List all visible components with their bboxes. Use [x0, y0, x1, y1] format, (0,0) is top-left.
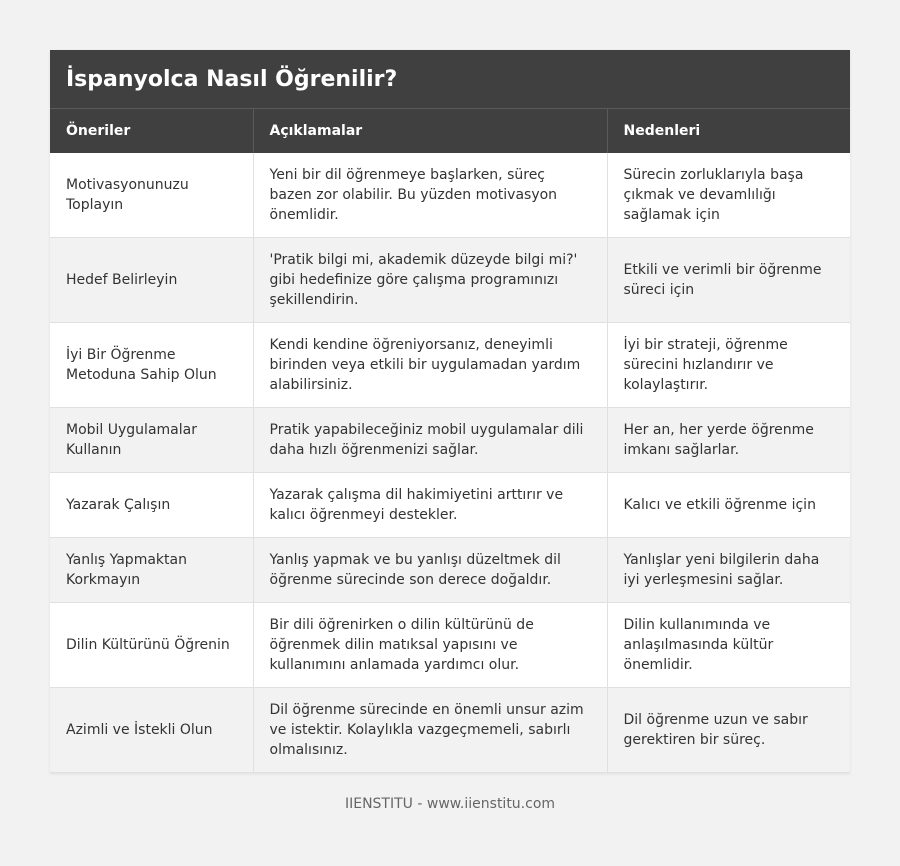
cell-recommendation: İyi Bir Öğrenme Metoduna Sahip Olun: [50, 323, 253, 408]
cell-description: Kendi kendine öğreniyorsanız, deneyimli birinden veya etkili bir uygulamadan yardım alabilirsiniz.: [253, 323, 607, 408]
cell-description: Bir dili öğrenirken o dilin kültürünü de öğrenmek dilin matıksal yapısını ve kullanımını anlamada yardımcı olur.: [253, 603, 607, 688]
cell-recommendation: Hedef Belirleyin: [50, 238, 253, 323]
table-row: [50, 238, 850, 323]
cell-description: Yanlış yapmak ve bu yanlışı düzeltmek dil öğrenme sürecinde son derece doğaldır.: [253, 538, 607, 603]
cell-reason: Etkili ve verimli bir öğrenme süreci için: [607, 238, 850, 323]
table-header-row: [50, 109, 850, 154]
cell-recommendation: Azimli ve İstekli Olun: [50, 688, 253, 773]
table-row: [50, 473, 850, 538]
cell-description: Yazarak çalışma dil hakimiyetini arttırır ve kalıcı öğrenmeyi destekler.: [253, 473, 607, 538]
cell-reason: Yanlışlar yeni bilgilerin daha iyi yerleşmesini sağlar.: [607, 538, 850, 603]
table-row: [50, 408, 850, 473]
cell-recommendation: Dilin Kültürünü Öğrenin: [50, 603, 253, 688]
table-row: [50, 153, 850, 238]
cell-recommendation: Yanlış Yapmaktan Korkmayın: [50, 538, 253, 603]
cell-description: Pratik yapabileceğiniz mobil uygulamalar dili daha hızlı öğrenmenizi sağlar.: [253, 408, 607, 473]
table-card: [50, 50, 850, 773]
cell-reason: İyi bir strateji, öğrenme sürecini hızlandırır ve kolaylaştırır.: [607, 323, 850, 408]
table-row: [50, 688, 850, 773]
cell-reason: Sürecin zorluklarıyla başa çıkmak ve devamlılığı sağlamak için: [607, 153, 850, 238]
cell-reason: Kalıcı ve etkili öğrenme için: [607, 473, 850, 538]
column-header-oneriler: Öneriler: [50, 109, 253, 154]
table-title: İspanyolca Nasıl Öğrenilir?: [50, 50, 850, 108]
column-header-nedenleri: Nedenleri: [607, 109, 850, 154]
cell-description: 'Pratik bilgi mi, akademik düzeyde bilgi mi?' gibi hedefinize göre çalışma programınızı şekillendirin.: [253, 238, 607, 323]
cell-reason: Dilin kullanımında ve anlaşılmasında kültür önemlidir.: [607, 603, 850, 688]
cell-description: Dil öğrenme sürecinde en önemli unsur azim ve istektir. Kolaylıkla vazgeçmemeli, sabırlı olmalısınız.: [253, 688, 607, 773]
cell-description: Yeni bir dil öğrenmeye başlarken, süreç bazen zor olabilir. Bu yüzden motivasyon önemlidir.: [253, 153, 607, 238]
cell-reason: Dil öğrenme uzun ve sabır gerektiren bir süreç.: [607, 688, 850, 773]
cell-reason: Her an, her yerde öğrenme imkanı sağlarlar.: [607, 408, 850, 473]
cell-recommendation: Motivasyonunuzu Toplayın: [50, 153, 253, 238]
recommendations-table: [50, 108, 850, 773]
cell-recommendation: Mobil Uygulamalar Kullanın: [50, 408, 253, 473]
table-row: [50, 538, 850, 603]
footer-credit: IIENSTITU - www.iienstitu.com: [344, 796, 556, 812]
table-row: [50, 603, 850, 688]
table-row: [50, 323, 850, 408]
cell-recommendation: Yazarak Çalışın: [50, 473, 253, 538]
column-header-aciklamalar: Açıklamalar: [253, 109, 607, 154]
